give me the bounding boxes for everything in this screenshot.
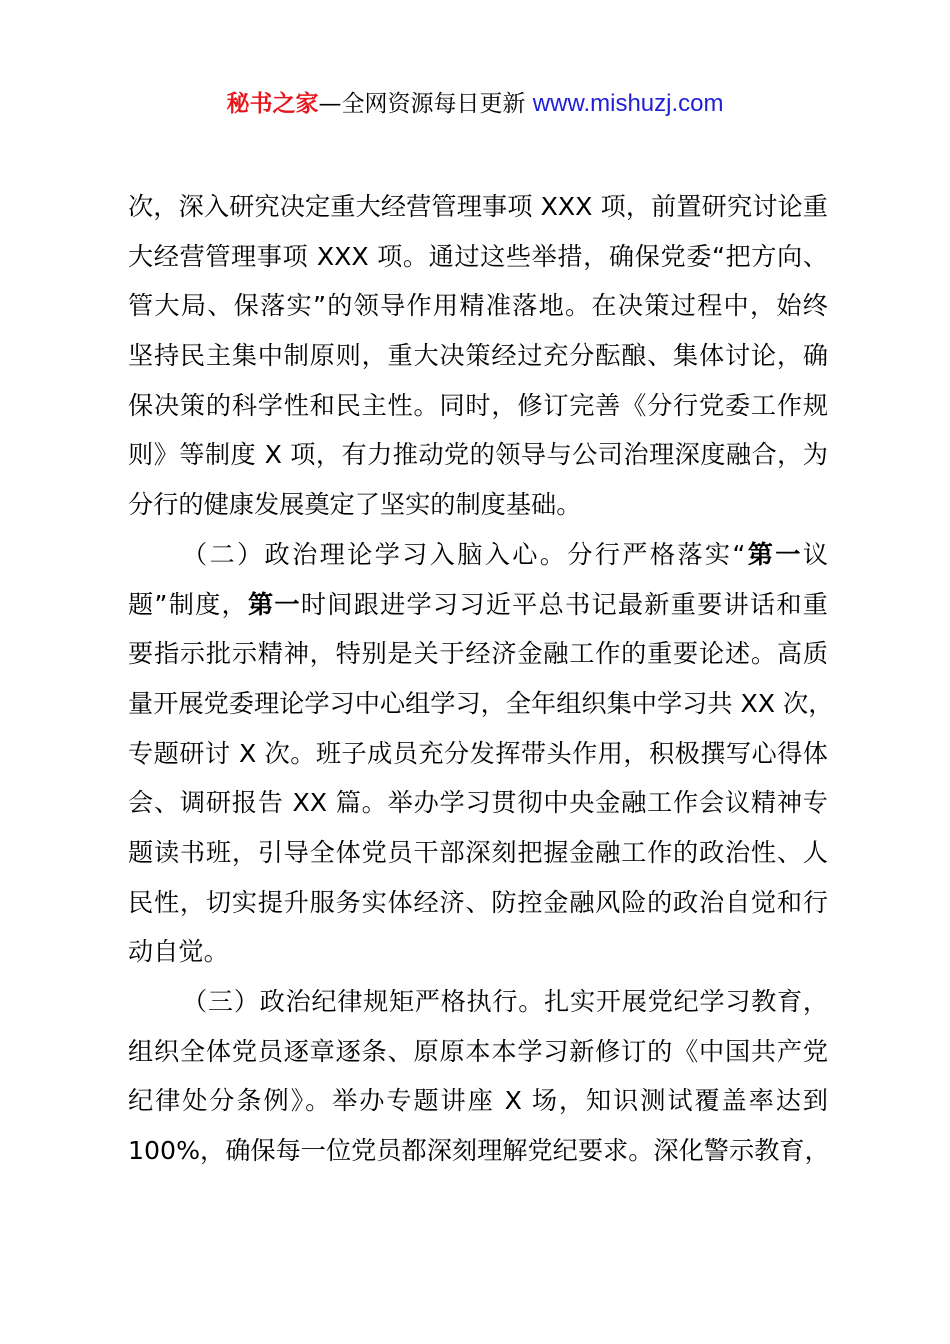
text-line: 题读书班，引导全体党员干部深刻把握金融工作的政治性、人 — [128, 837, 828, 867]
bold-text: 第一 — [247, 589, 301, 619]
text-line: 要指示批示精神，特别是关于经济金融工作的重要论述。高质 — [128, 639, 828, 669]
paragraph-3 — [128, 977, 828, 1176]
text-line: 坚持民主集中制原则，重大决策经过充分酝酿、集体讨论，确 — [128, 341, 828, 371]
text-line: 大经营管理事项 XXX 项。通过这些举措，确保党委“把方向、 — [128, 241, 828, 271]
text-segment: 议 — [802, 539, 828, 569]
text-segment: 时间跟进学习习近平总书记最新重要讲话和重 — [300, 589, 828, 619]
header-tagline: —全网资源每日更新 — [318, 91, 533, 117]
text-line: 则》等制度 X 项，有力推动党的领导与公司治理深度融合，为 — [128, 440, 828, 470]
bold-text: 第一 — [745, 539, 803, 569]
text-line: 量开展党委理论学习中心组学习，全年组织集中学习共 XX 次， — [128, 688, 834, 718]
brand-name: 秘书之家 — [226, 91, 319, 117]
text-line: 动自觉。 — [128, 937, 229, 967]
text-line: 组织全体党员逐章逐条、原原本本学习新修订的《中国共产党 — [128, 1036, 828, 1066]
text-line: 会、调研报告 XX 篇。举办学习贯彻中央金融工作会议精神专 — [128, 788, 828, 818]
document-body — [128, 182, 834, 1176]
paragraph-2 — [128, 530, 834, 977]
text-line: 纪律处分条例》。举办专题讲座 X 场，知识测试覆盖率达到 — [128, 1086, 828, 1116]
site-url-link[interactable]: www.mishuzj.com — [532, 90, 724, 117]
text-line: 管大局、保落实”的领导作用精准落地。在决策过程中，始终 — [128, 291, 828, 321]
text-line: 保决策的科学性和民主性。同时，修订完善《分行党委工作规 — [128, 390, 828, 420]
text-line — [128, 580, 828, 630]
paragraph-1 — [128, 182, 828, 530]
text-line: （三）政治纪律规矩严格执行。扎实开展党纪学习教育， — [182, 987, 828, 1016]
text-segment: （二）政治理论学习入脑入心。分行严格落实“ — [182, 539, 746, 569]
text-line — [128, 530, 828, 580]
text-line: 民性，切实提升服务实体经济、防控金融风险的政治自觉和行 — [128, 887, 828, 917]
page-header — [0, 86, 950, 122]
text-line: 分行的健康发展奠定了坚实的制度基础。 — [128, 490, 582, 520]
text-segment: 题”制度， — [128, 589, 248, 619]
text-line: 100%，确保每一位党员都深刻理解党纪要求。深化警示教育， — [128, 1136, 830, 1166]
text-line: 专题研讨 X 次。班子成员充分发挥带头作用，积极撰写心得体 — [128, 738, 828, 768]
text-line: 次，深入研究决定重大经营管理事项 XXX 项，前置研究讨论重 — [128, 192, 828, 221]
